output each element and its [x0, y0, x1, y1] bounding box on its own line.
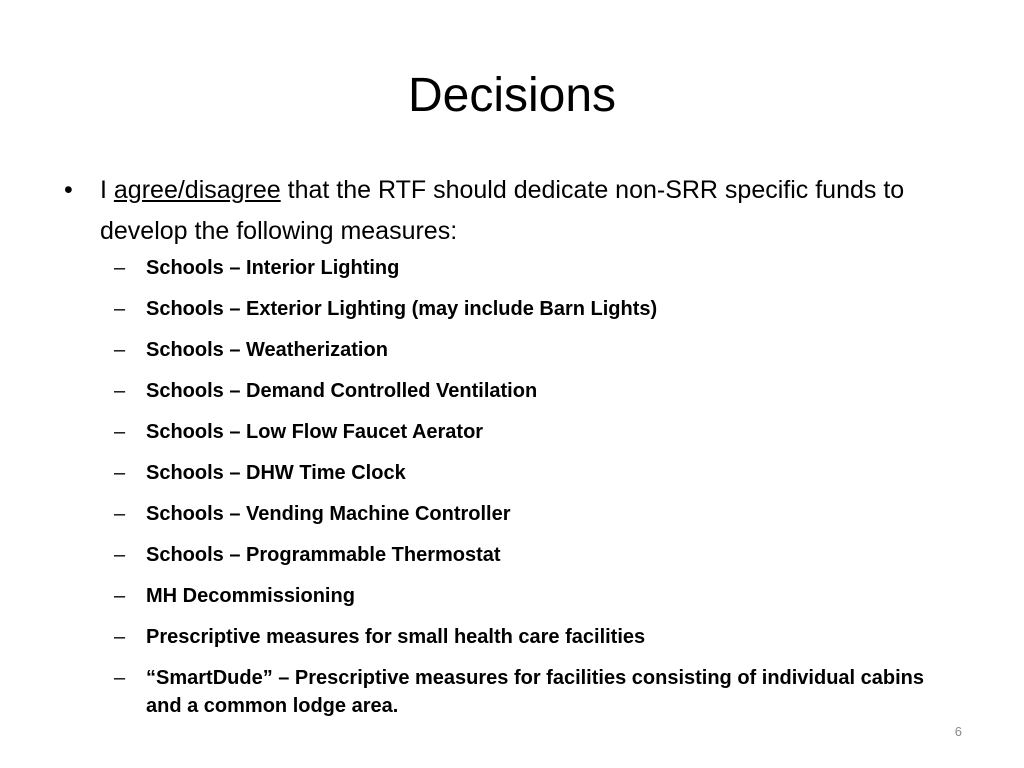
list-item	[114, 336, 946, 364]
list-item	[114, 295, 946, 323]
dash-glyph: –	[114, 626, 126, 648]
sub-bullet-list	[114, 254, 946, 733]
list-item-text: Schools – Interior Lighting	[146, 257, 400, 279]
dash-glyph: –	[114, 339, 126, 361]
list-item-text: “SmartDude” – Prescriptive measures for facilities consisting of individual cabins and a common lodge area.	[146, 667, 925, 717]
bullet-underlined: agree/disagree	[113, 176, 281, 204]
list-item-text: Schools – DHW Time Clock	[146, 462, 406, 484]
bullet-dot: •	[64, 176, 73, 204]
list-item-text: Schools – Exterior Lighting (may include Barn Lights)	[146, 298, 658, 320]
list-item	[114, 623, 946, 651]
dash-glyph: –	[114, 298, 126, 320]
list-item-text: Schools – Vending Machine Controller	[146, 503, 511, 525]
main-bullet	[64, 170, 980, 252]
list-item	[114, 377, 946, 405]
list-item-text: Schools – Weatherization	[146, 339, 388, 361]
dash-glyph: –	[114, 585, 126, 607]
bullet-prefix: I	[100, 176, 114, 204]
dash-glyph: –	[114, 544, 126, 566]
list-item	[114, 459, 946, 487]
list-item-text: MH Decommissioning	[146, 585, 355, 607]
dash-glyph: –	[114, 380, 126, 402]
list-item-text: Schools – Demand Controlled Ventilation	[146, 380, 538, 402]
dash-glyph: –	[114, 421, 126, 443]
page-number: 6	[954, 724, 962, 739]
dash-glyph: –	[114, 462, 126, 484]
dash-glyph: –	[114, 257, 126, 279]
list-item	[114, 664, 946, 720]
list-item-text: Schools – Low Flow Faucet Aerator	[146, 421, 484, 443]
list-item-text: Schools – Programmable Thermostat	[146, 544, 501, 566]
dash-glyph: –	[114, 667, 126, 689]
list-item	[114, 418, 946, 446]
list-item-text: Prescriptive measures for small health care facilities	[146, 626, 646, 648]
list-item	[114, 500, 946, 528]
dash-glyph: –	[114, 503, 126, 525]
slide-title: Decisions	[407, 69, 617, 122]
list-item	[114, 582, 946, 610]
bullet-suffix: that the RTF should dedicate non-SRR specific funds to develop the following measures:	[100, 176, 905, 245]
list-item	[114, 254, 946, 282]
list-item	[114, 541, 946, 569]
